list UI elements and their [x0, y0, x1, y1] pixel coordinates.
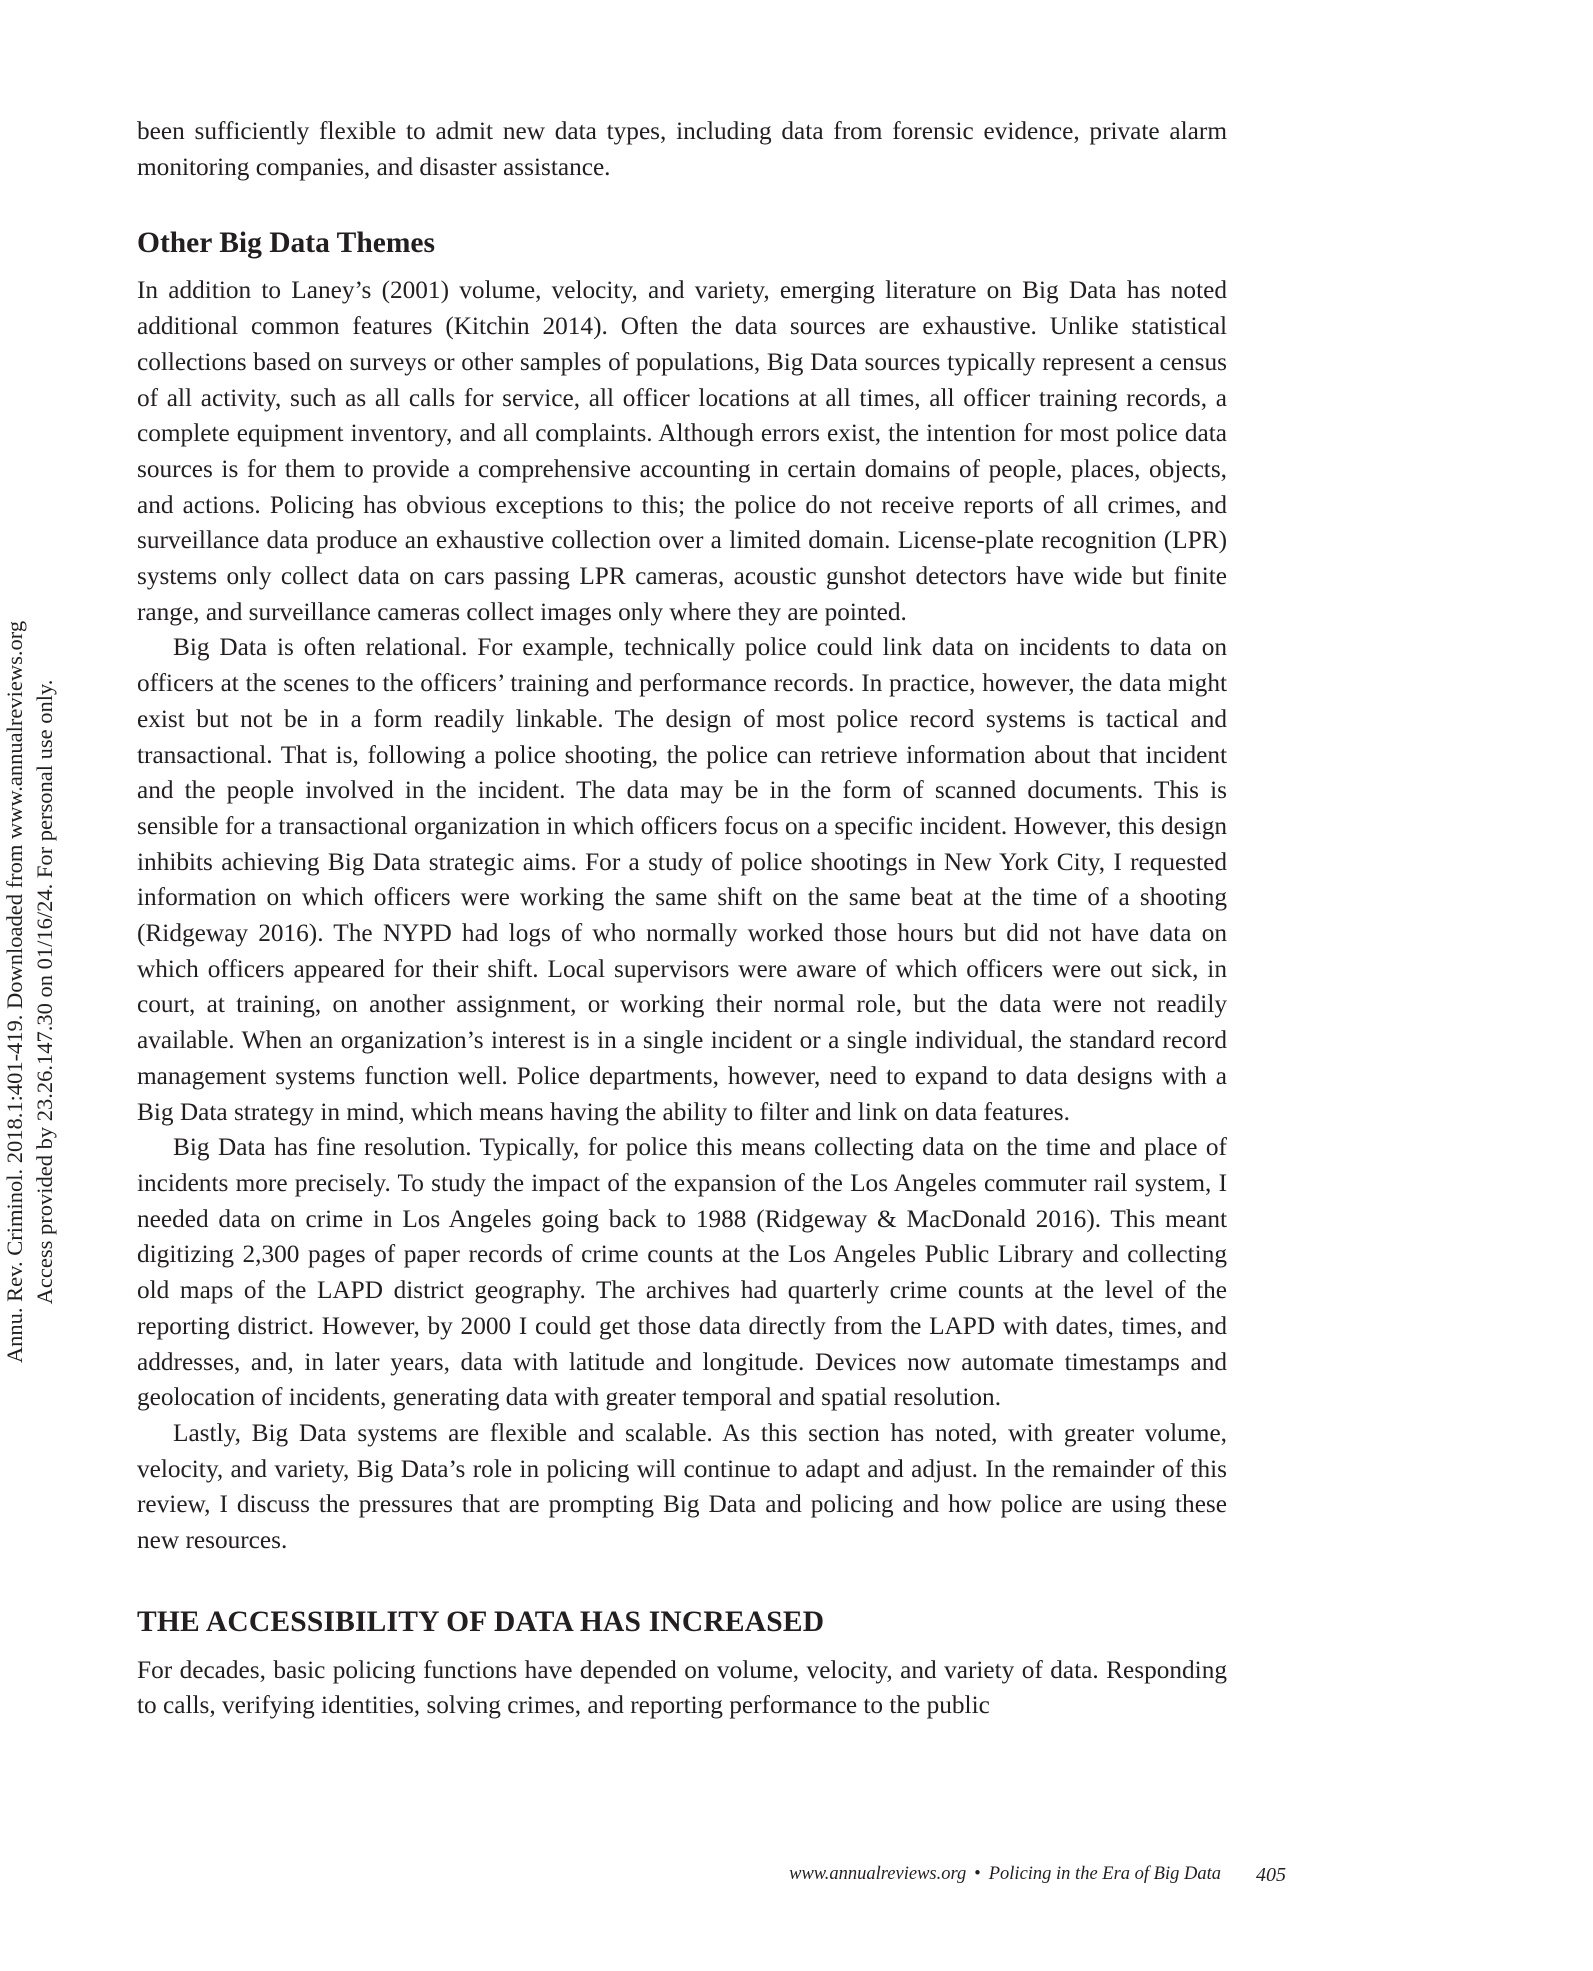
- footer-bullet: •: [974, 1864, 981, 1884]
- article-body: [137, 114, 1227, 1724]
- footer-running-head: [789, 1864, 1221, 1885]
- paragraph-resolution: Big Data has fine resolution. Typically, for police this means collecting data on the time and place of incidents more precisely. To study the impact of the expansion of the Los Angeles commuter rail system, I needed data on crime in Los Angeles going back to 1988 (Ridgeway & MacDonald 2016). This meant digitizing 2,300 pages of paper records of crime counts at the Los Angeles Public Library and collecting old maps of the LAPD district geography. The archives had quarterly crime counts at the level of the reporting district. However, by 2000 I could get those data directly from the LAPD with dates, times, and addresses, and, in later years, data with latitude and longitude. Devices now automate timestamps and geolocation of incidents, generating data with greater temporal and spatial resolution.: [137, 1133, 1227, 1412]
- section-heading-accessibility: THE ACCESSIBILITY OF DATA HAS INCREASED: [137, 1605, 825, 1638]
- continued-paragraph: been sufficiently flexible to admit new data types, including data from forensic evidence, private alarm monitoring companies, and disaster assistance.: [137, 117, 1227, 181]
- paragraph-flexible: Lastly, Big Data systems are flexible and scalable. As this section has noted, with greater volume, velocity, and variety, Big Data’s role in policing will continue to adapt and adjust. In the remainder of this review, I discuss the pressures that are prompting Big Data and policing and how police are using these new resources.: [137, 1418, 1227, 1555]
- watermark-access: Access provided by 23.26.147.30 on 01/16/24. For personal use only.: [32, 679, 57, 1305]
- footer-site: www.annualreviews.org: [789, 1864, 967, 1884]
- page-number: 405: [1256, 1864, 1286, 1886]
- section-paragraph: For decades, basic policing functions have depended on volume, velocity, and variety of data. Responding to calls, verifying identities, solving crimes, and reporting performance to the public: [137, 1655, 1227, 1720]
- paragraph-exhaustive: In addition to Laney’s (2001) volume, velocity, and variety, emerging literature on Big Data has noted additional common features (Kitchin 2014). Often the data sources are exhaustive. Unlike statistical collections based on surveys or other samples of populations, Big Data sources typically represent a census of all activity, such as all calls for service, all officer locations at all times, all officer training records, a complete equipment inventory, and all complaints. Although errors exist, the intention for most police data sources is for them to provide a comprehensive accounting in certain domains of people, places, objects, and actions. Policing has obvious exceptions to this; the police do not receive reports of all crimes, and surveillance data produce an exhaustive collection over a limited domain. License-plate recognition (LPR) systems only collect data on cars passing LPR cameras, acoustic gunshot detectors have wide but finite range, and surveillance cameras collect images only where they are pointed.: [137, 276, 1227, 626]
- page-footer: [0, 1864, 1593, 1894]
- footer-title: Policing in the Era of Big Data: [988, 1864, 1221, 1884]
- subheading-other-big-data-themes: Other Big Data Themes: [137, 227, 435, 260]
- watermark-citation: Annu. Rev. Criminol. 2018.1:401-419. Downloaded from www.annualreviews.org: [2, 620, 27, 1364]
- paragraph-relational: Big Data is often relational. For example, technically police could link data on incidents to data on officers at the scenes to the officers’ training and performance records. In practice, however, the data might exist but not be in a form readily linkable. The design of most police record systems is tactical and transactional. That is, following a police shooting, the police can retrieve information about that incident and the people involved in the incident. The data may be in the form of scanned documents. This is sensible for a transactional organization in which officers focus on a specific incident. However, this design inhibits achieving Big Data strategic aims. For a study of police shootings in New York City, I requested information on which officers were working the same shift on the same beat at the time of a shooting (Ridgeway 2016). The NYPD had logs of who normally worked those hours but did not have data on which officers appeared for their shift. Local supervisors were aware of which officers were out sick, in court, at training, on another assignment, or working their normal role, but the data were not readily available. When an organization’s interest is in a single incident or a single individual, the standard record management systems function well. Police departments, however, need to expand to data designs with a Big Data strategy in mind, which means having the ability to filter and link on data features.: [137, 633, 1227, 1126]
